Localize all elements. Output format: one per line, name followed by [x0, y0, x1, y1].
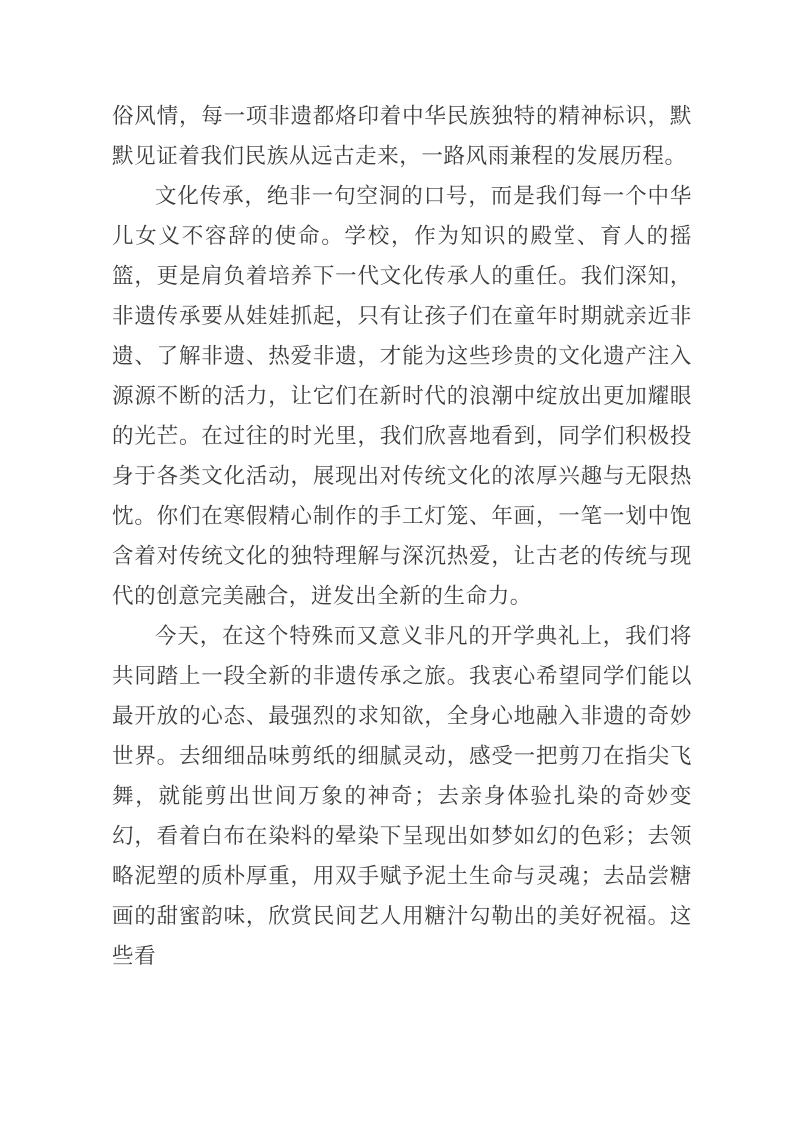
paragraph-continuation: 俗风情，每一项非遗都烙印着中华民族独特的精神标识，默默见证着我们民族从远古走来，一路风雨兼程的发展历程。	[112, 104, 692, 168]
paragraph-cultural-inheritance: 文化传承，绝非一句空洞的口号，而是我们每一个中华儿女义不容辞的使命。学校，作为知识的殿堂、育人的摇篮，更是肩负着培养下一代文化传承人的重任。我们深知，非遗传承要从娃娃抓起，只有让孩子们在童年时期就亲近非遗、了解非遗、热爱非遗，才能为这些珍贵的文化遗产注入源源不断的活力，让它们在新时代的浪潮中绽放出更加耀眼的光芒。在过往的时光里，我们欣喜地看到，同学们积极投身于各类文化活动，展现出对传统文化的浓厚兴趣与无限热忱。你们在寒假精心制作的手工灯笼、年画，一笔一划中饱含着对传统文化的独特理解与深沉热爱，让古老的传统与现代的创意完美融合，迸发出全新的生命力。	[112, 184, 692, 608]
paragraph-today-ceremony: 今天，在这个特殊而又意义非凡的开学典礼上，我们将共同踏上一段全新的非遗传承之旅。我衷心希望同学们能以最开放的心态、最强烈的求知欲，全身心地融入非遗的奇妙世界。去细细品味剪纸的细腻灵动，感受一把剪刀在指尖飞舞，就能剪出世间万象的神奇；去亲身体验扎染的奇妙变幻，看着白布在染料的晕染下呈现出如梦如幻的色彩；去领略泥塑的质朴厚重，用双手赋予泥土生命与灵魂；去品尝糖画的甜蜜韵味，欣赏民间艺人用糖汁勾勒出的美好祝福。这些看	[112, 624, 692, 968]
document-text-body	[112, 96, 692, 976]
